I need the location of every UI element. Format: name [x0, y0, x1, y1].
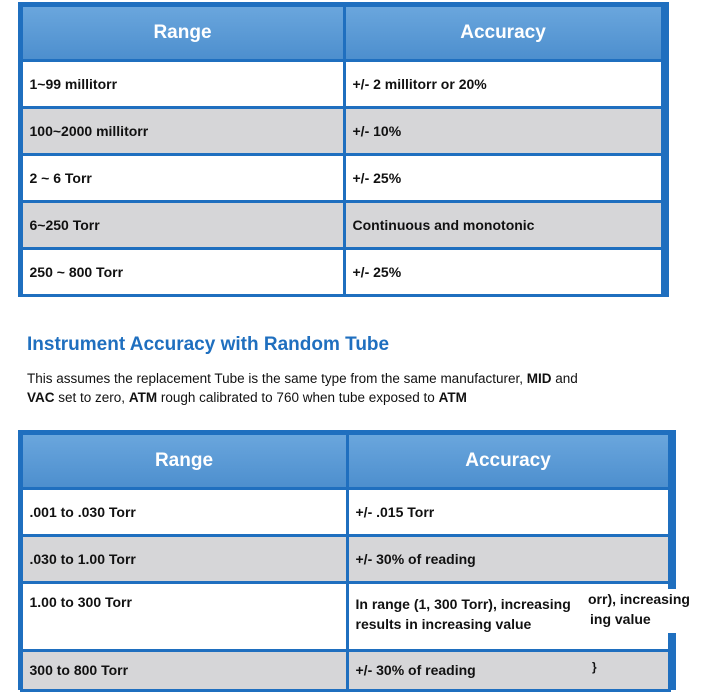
desc-mid-keyword: MID: [526, 371, 552, 386]
range-cell: 300 to 800 Torr: [20, 649, 349, 692]
section-title: Instrument Accuracy with Random Tube: [27, 334, 390, 355]
accuracy-cell: +/- 25%: [343, 153, 664, 203]
table-row: [21, 154, 666, 201]
range-cell: .001 to .030 Torr: [20, 487, 349, 537]
accuracy-cell: +/- 10%: [343, 106, 664, 156]
table-row: [21, 488, 673, 535]
overlap-line: ing value: [590, 611, 651, 627]
table-row: [21, 248, 666, 295]
desc-text: rough calibrated to 760 when tube exposed to: [160, 390, 435, 405]
accuracy-cell: +/- 30% of reading: [346, 649, 671, 692]
accuracy-cell: +/- 30% of reading: [346, 534, 671, 584]
table-row: [21, 535, 673, 582]
range-cell: 100~2000 millitorr: [20, 106, 346, 156]
accuracy-cell: Continuous and monotonic: [343, 200, 664, 250]
range-cell: 2 ~ 6 Torr: [20, 153, 346, 203]
header-accuracy: Accuracy: [346, 432, 671, 490]
desc-text: and: [555, 371, 578, 386]
header-range: Range: [20, 4, 346, 62]
table-row: [21, 107, 666, 154]
table-row: [21, 582, 673, 650]
accuracy-line: results in increasing value: [355, 615, 532, 632]
desc-atm-keyword: ATM: [438, 390, 467, 405]
overlap-text-artifact: [588, 589, 702, 633]
header-range: Range: [20, 432, 349, 490]
range-cell: 1~99 millitorr: [20, 59, 346, 109]
desc-text: This assumes the replacement Tube is the same type from the same manufacturer,: [27, 371, 523, 386]
accuracy-cell: +/- 2 millitorr or 20%: [343, 59, 664, 109]
range-cell: .030 to 1.00 Torr: [20, 534, 349, 584]
section-description: [27, 369, 677, 407]
accuracy-table-1: [18, 2, 669, 297]
overlap-mark: }: [592, 660, 597, 674]
desc-vac-keyword: VAC: [27, 390, 55, 405]
desc-atm-keyword: ATM: [128, 390, 158, 405]
table-row: [21, 201, 666, 248]
table-header-row: [21, 5, 666, 60]
header-accuracy: Accuracy: [343, 4, 664, 62]
overlap-line: orr), increasing: [588, 591, 690, 607]
table-row: [21, 650, 673, 690]
range-cell: 6~250 Torr: [20, 200, 346, 250]
range-cell: 1.00 to 300 Torr: [20, 581, 349, 652]
accuracy-cell: +/- 25%: [343, 247, 664, 297]
accuracy-line: In range (1, 300 Torr), increasing: [355, 595, 571, 612]
range-cell: 250 ~ 800 Torr: [20, 247, 346, 297]
table-header-row: [21, 433, 673, 488]
accuracy-cell: +/- .015 Torr: [346, 487, 671, 537]
table-row: [21, 60, 666, 107]
accuracy-table-2: [18, 430, 676, 690]
desc-text: set to zero,: [58, 390, 126, 405]
